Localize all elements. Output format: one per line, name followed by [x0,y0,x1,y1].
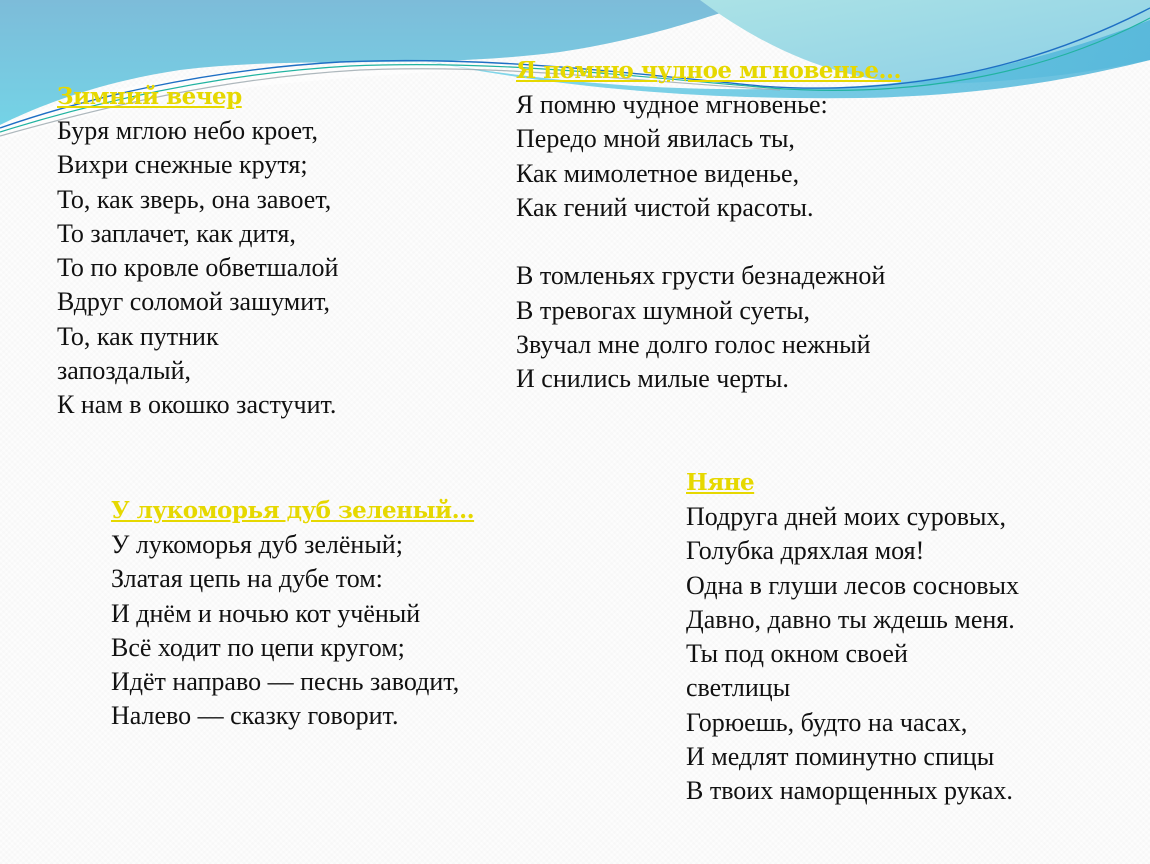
poem-line: Я помню чудное мгновенье: [516,90,828,119]
poem-title[interactable]: Я помню чудное мгновенье… [516,57,902,84]
poem-line: Всё ходит по цепи кругом; [111,632,405,662]
poem-line: Звучал мне долго голос нежный [516,330,871,360]
poem-line: Ты под окном своей [686,639,908,669]
poem-title[interactable]: Няне [686,469,755,496]
poem-line: То заплачет, как дитя, [57,218,296,248]
poem-line: И днём и ночью кот учёный [111,598,421,628]
poem-line: Идёт направо — песнь заводит, [111,667,460,697]
poem-line: Вдруг соломой зашумит, [57,287,331,317]
poem-title[interactable]: У лукоморья дуб зеленый… [111,497,475,524]
poem-line: То, как путник [57,321,219,351]
poem-body [686,500,1019,809]
poem-line: Вихри снежные крутя; [57,150,308,180]
poem-line: Налево — сказку говорит. [111,701,399,731]
poem-winter-evening [57,80,338,423]
poem-line: В томленьях грусти безнадежной [516,261,886,291]
poem-line: К нам в окошко застучит. [57,390,337,420]
poem-line: Давно, давно ты ждешь меня. [686,604,1015,634]
poem-line: Буря мглою небо кроет, [57,116,319,145]
poem-line: Как мимолетное виденье, [516,158,800,188]
poem-line: Передо мной явилась ты, [516,124,795,154]
poem-title[interactable]: Зимний вечер [57,83,242,110]
poem-line: То, как зверь, она завоет, [57,184,332,214]
poem-body [57,114,338,423]
poem-line: В тревогах шумной суеты, [516,295,811,325]
poem-line: запоздалый, [57,356,192,386]
poem-line: В твоих наморщенных руках. [686,776,1013,806]
poem-line: И снились милые черты. [516,364,789,394]
poem-line: И медлят поминутно спицы [686,742,995,772]
poem-line: Как гений чистой красоты. [516,192,814,222]
poem-line: У лукоморья дуб зелёный; [111,530,403,559]
poem-line: Горюешь, будто на часах, [686,707,968,737]
poem-body [516,88,901,397]
poem-lukomorye [111,494,474,734]
poem-i-remember-wonderful-moment [516,54,901,397]
poem-to-nanny [686,466,1019,809]
stanza-break [516,225,901,259]
poem-line: Подруга дней моих суровых, [686,502,1007,531]
poem-line: Одна в глуши лесов сосновых [686,570,1020,600]
poem-line: Голубка дряхлая моя! [686,536,925,566]
poem-line: светлицы [686,673,791,703]
poem-line: То по кровле обветшалой [57,253,339,283]
poem-line: Златая цепь на дубе том: [111,564,383,594]
poem-body [111,528,474,734]
